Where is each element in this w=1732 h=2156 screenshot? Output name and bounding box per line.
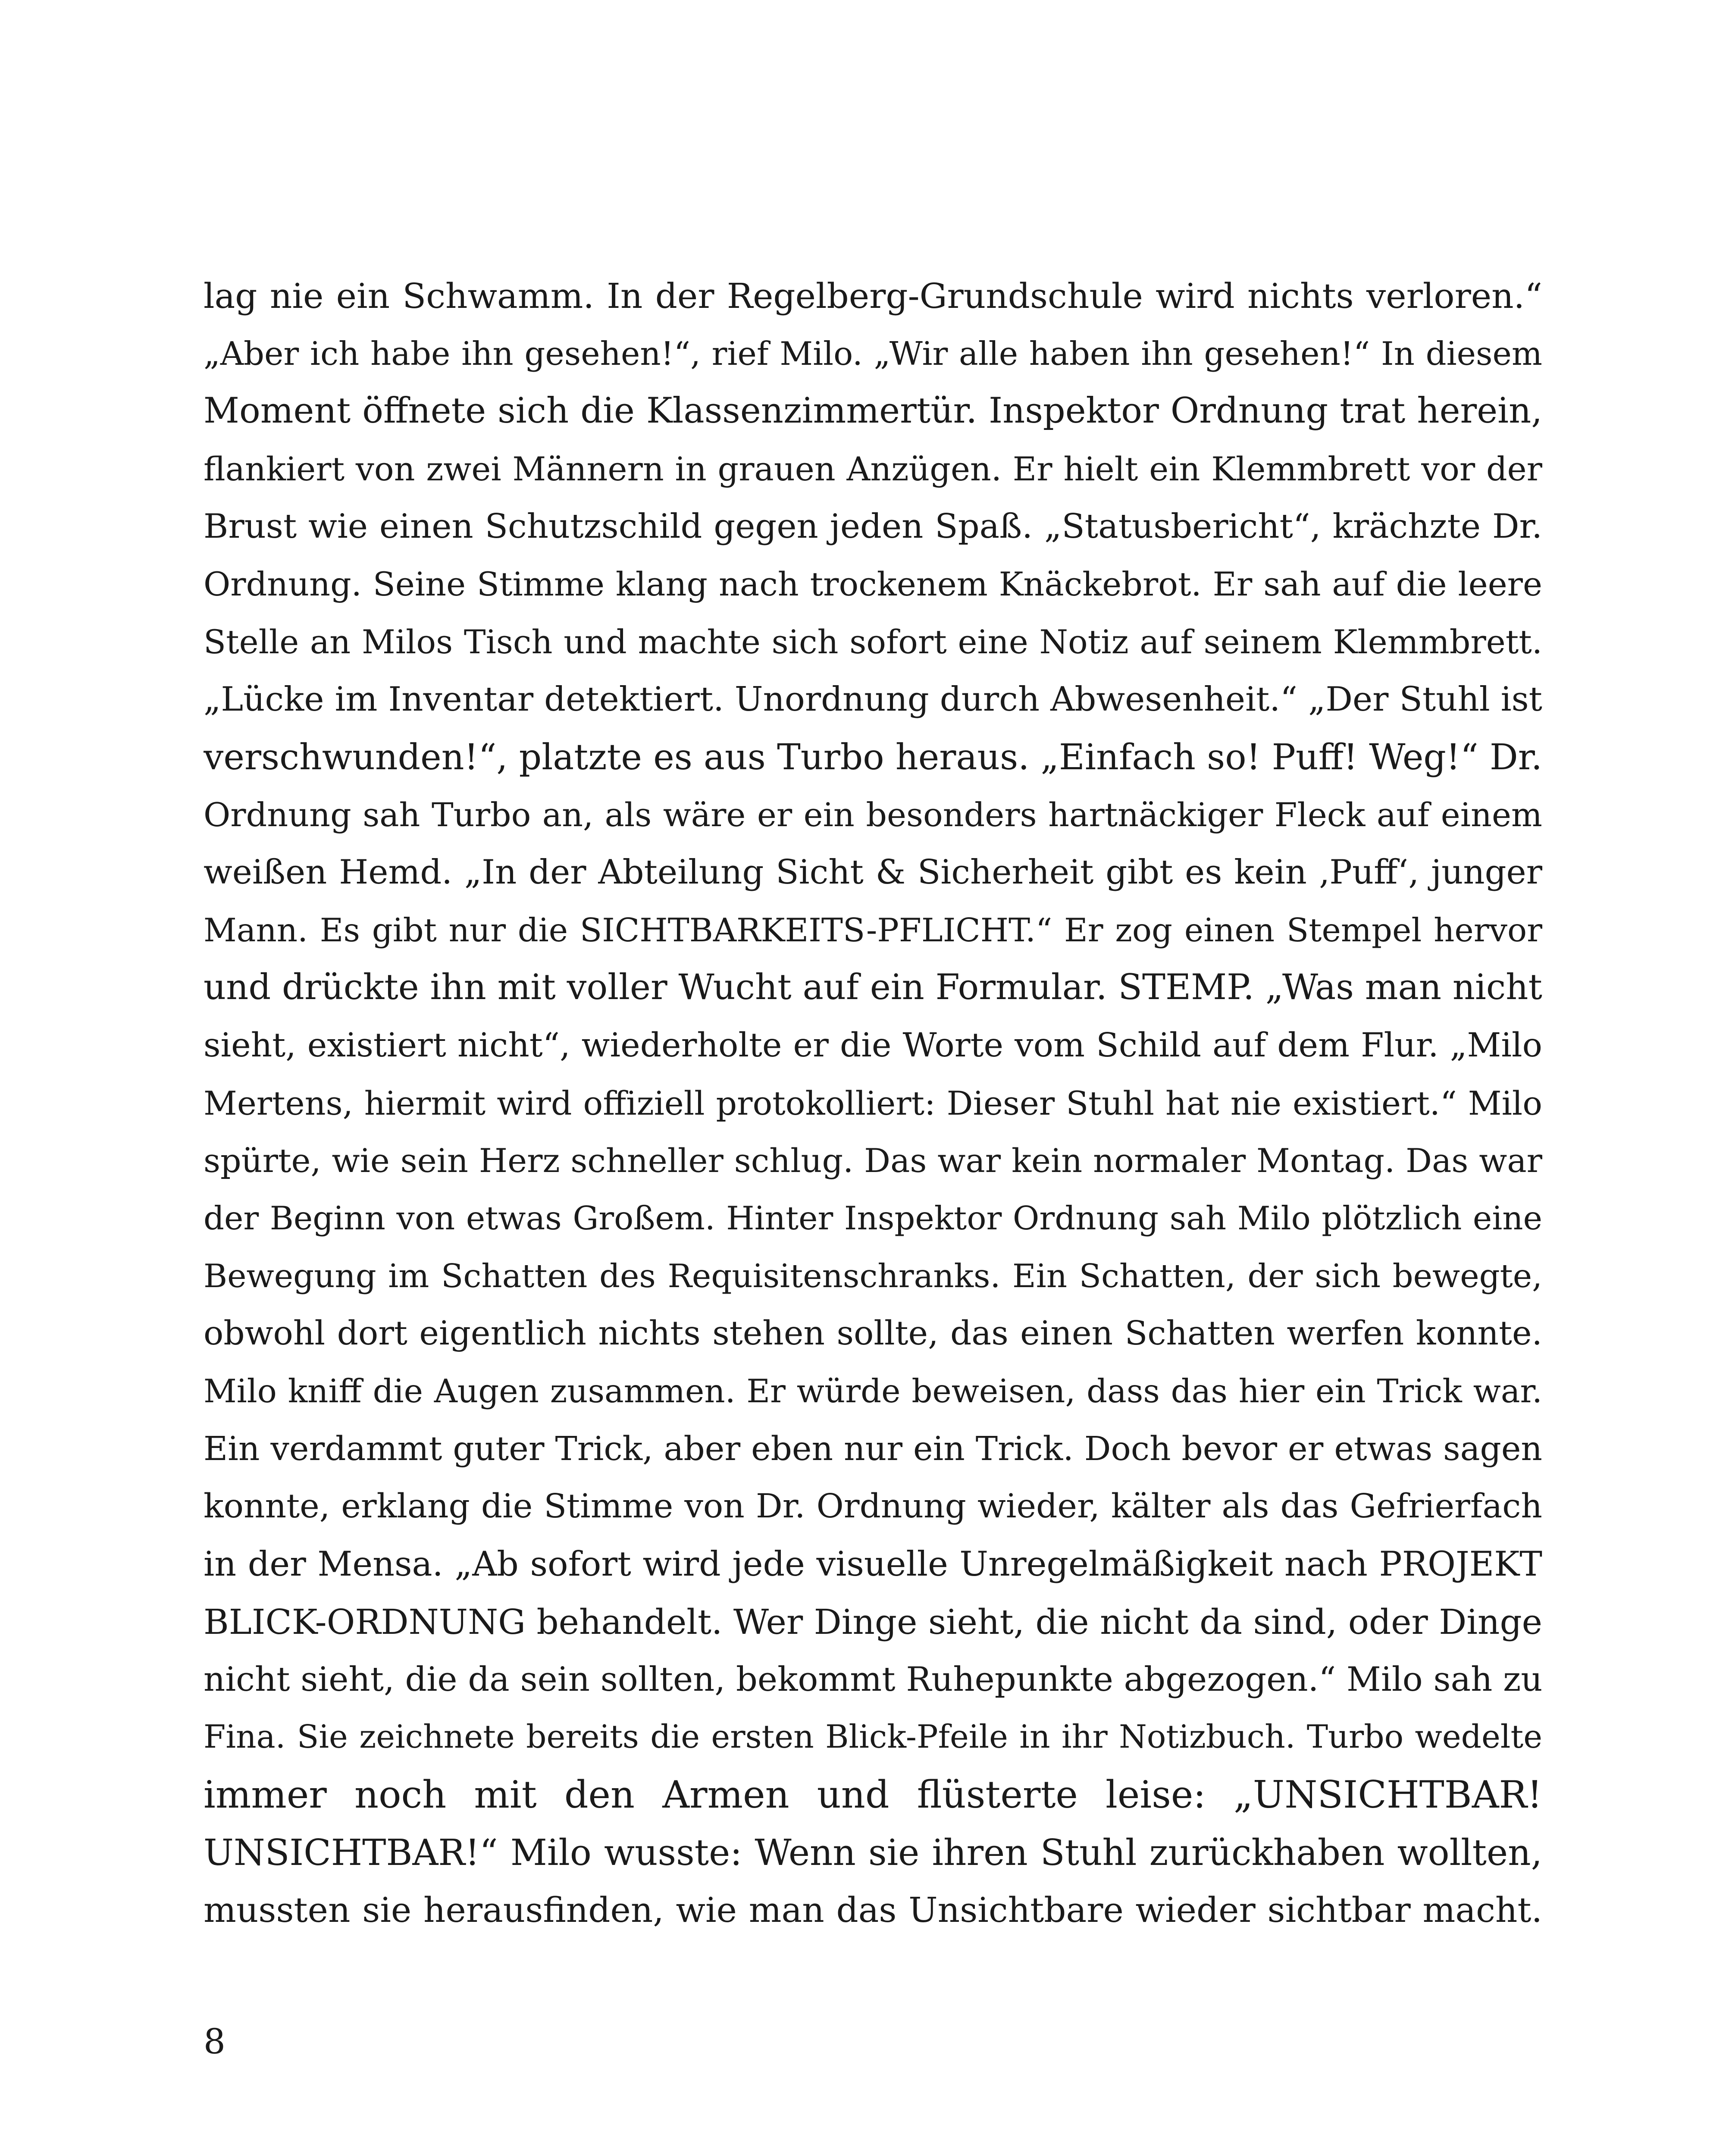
text-line: „Lücke im Inventar detektiert. Unordnung durch Abwesenheit.“ „Der Stuhl ist — [204, 680, 1542, 719]
page-number: 8 — [204, 2021, 226, 2062]
text-line: Stelle an Milos Tisch und machte sich sofort eine Notiz auf seinem Klemmbrett. — [204, 623, 1542, 661]
text-line: weißen Hemd. „In der Abteilung Sicht & Sicherheit gibt es kein ‚Puff‘, junger — [204, 852, 1542, 892]
text-line: Milo kniff die Augen zusammen. Er würde beweisen, dass das hier ein Trick war. — [204, 1372, 1542, 1410]
text-line: Mann. Es gibt nur die SICHTBARKEITS-PFLICHT.“ Er zog einen Stempel hervor — [204, 911, 1542, 949]
text-line: „Aber ich habe ihn gesehen!“, rief Milo. „Wir alle haben ihn gesehen!“ In diesem — [204, 334, 1542, 373]
text-line: Ein verdammt guter Trick, aber eben nur ein Trick. Doch bevor er etwas sagen — [204, 1429, 1542, 1468]
text-line: Brust wie einen Schutzschild gegen jeden Spaß. „Statusbericht“, krächzte Dr. — [204, 507, 1542, 546]
text-line: UNSICHTBAR!“ Milo wusste: Wenn sie ihren Stuhl zurückhaben wollten, — [204, 1831, 1542, 1874]
body-text — [204, 267, 1542, 1939]
text-line: spürte, wie sein Herz schneller schlug. Das war kein normaler Montag. Das war — [204, 1141, 1542, 1180]
text-line: mussten sie herausfinden, wie man das Unsichtbare wieder sichtbar macht. — [204, 1890, 1542, 1930]
text-line: lag nie ein Schwamm. In der Regelberg-Grundschule wird nichts verloren.“ — [204, 276, 1542, 316]
text-line: verschwunden!“, platzte es aus Turbo heraus. „Einfach so! Puff! Weg!“ Dr. — [204, 736, 1542, 778]
text-line: konnte, erklang die Stimme von Dr. Ordnung wieder, kälter als das Gefrierfach — [204, 1487, 1542, 1526]
text-line: BLICK-ORDNUNG behandelt. Wer Dinge sieht, die nicht da sind, oder Dinge — [204, 1601, 1542, 1642]
text-line: obwohl dort eigentlich nichts stehen sollte, das einen Schatten werfen konnte. — [204, 1314, 1542, 1353]
text-line: in der Mensa. „Ab sofort wird jede visuelle Unregelmäßigkeit nach PROJEKT — [204, 1544, 1542, 1584]
text-line: sieht, existiert nicht“, wiederholte er die Worte vom Schild auf dem Flur. „Milo — [204, 1026, 1542, 1065]
text-line: Ordnung sah Turbo an, als wäre er ein besonders hartnäckiger Fleck auf einem — [204, 796, 1542, 834]
text-line: der Beginn von etwas Großem. Hinter Inspektor Ordnung sah Milo plötzlich eine — [204, 1199, 1542, 1237]
text-line: Mertens, hiermit wird offiziell protokolliert: Dieser Stuhl hat nie existiert.“ Milo — [204, 1084, 1542, 1122]
text-line: Bewegung im Schatten des Requisitenschranks. Ein Schatten, der sich bewegte, — [204, 1257, 1542, 1295]
text-line: Moment öffnete sich die Klassenzimmertür. Inspektor Ordnung trat herein, — [204, 391, 1542, 432]
text-line: flankiert von zwei Männern in grauen Anzügen. Er hielt ein Klemmbrett vor der — [204, 450, 1542, 489]
text-line: immer noch mit den Armen und flüsterte leise: „UNSICHTBAR! — [204, 1772, 1542, 1817]
text-line: Ordnung. Seine Stimme klang nach trockenem Knäckebrot. Er sah auf die leere — [204, 565, 1542, 604]
text-line: Fina. Sie zeichnete bereits die ersten Blick-Pfeile in ihr Notizbuch. Turbo wedelte — [204, 1718, 1542, 1756]
text-line: nicht sieht, die da sein sollten, bekommt Ruhepunkte abgezogen.“ Milo sah zu — [204, 1660, 1542, 1699]
text-line: und drückte ihn mit voller Wucht auf ein Formular. STEMP. „Was man nicht — [204, 967, 1542, 1008]
